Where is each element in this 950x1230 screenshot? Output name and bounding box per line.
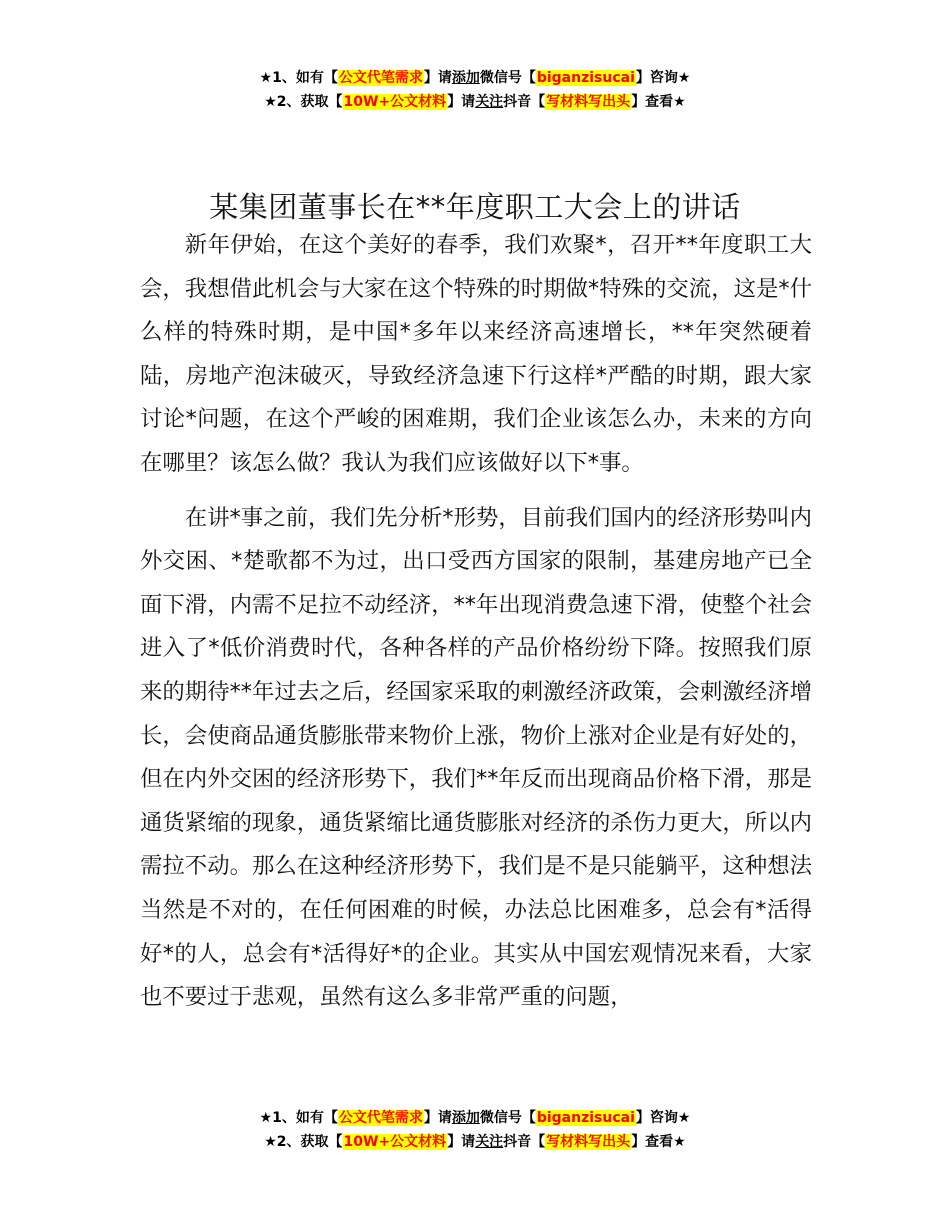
banner-text: 】咨询★ xyxy=(635,70,691,86)
banner-text: 】查看★ xyxy=(631,1134,686,1150)
banner-text: 】咨询★ xyxy=(635,1110,691,1126)
banner-line-1 xyxy=(0,1106,950,1130)
banner-text: 】请 xyxy=(423,1110,452,1126)
banner-highlight: biganzisucai xyxy=(536,70,635,86)
banner-underlined-text: 关注 xyxy=(475,1134,504,1150)
body-paragraph: 在讲*事之前，我们先分析*形势，目前我们国内的经济形势叫内外交困、*楚歌都不为过，出口受西方国家的限制，基建房地产已全面下滑，内需不足拉不动经济，**年出现消费急速下滑，使整个社会进入了*低价消费时代，各种各样的产品价格纷纷下降。按照我们原来的期待**年过去之后，经国家采取的刺激经济政策，会刺激经济增长，会使商品通货膨胀带来物价上涨，物价上涨对企业是有好处的，但在内外交困的经济形势下，我们**年反而出现商品价格下滑，那是通货紧缩的现象，通货紧缩比通货膨胀对经济的杀伤力更大，所以内需拉不动。那么在这种经济形势下，我们是不是只能躺平，这种想法当然是不对的，在任何困难的时候，办法总比困难多，总会有*活得好*的人，总会有*活得好*的企业。其实从中国宏观情况来看，大家也不要过于悲观，虽然有这么多非常严重的问题， xyxy=(140,504,812,1011)
body-paragraph: 新年伊始，在这个美好的春季，我们欢聚*，召开**年度职工大会，我想借此机会与大家在这个特殊的时期做*特殊的交流，这是*什么样的特殊时期，是中国*多年以来经济高速增长，**年突然硬着陆，房地产泡沫破灭，导致经济急速下行这样*严酷的时期，跟大家讨论*问题，在这个严峻的困难期，我们企业该怎么办，未来的方向在哪里？该怎么做？我认为我们应该做好以下*事。 xyxy=(140,232,812,476)
banner-highlight: 写材料写出头 xyxy=(546,1134,631,1150)
banner-highlight: 10W+公文材料 xyxy=(343,1134,447,1150)
document-title: 某集团董事长在**年度职工大会上的讲话 xyxy=(209,190,741,225)
banner-underlined-text: 添加 xyxy=(451,1110,480,1126)
banner-underlined-text: 关注 xyxy=(475,94,504,110)
banner-line-2 xyxy=(0,1130,950,1154)
banner-text: 】请 xyxy=(423,70,452,86)
banner-text: ★2、获取【 xyxy=(264,1134,343,1150)
banner-highlight: 写材料写出头 xyxy=(546,94,631,110)
banner-highlight: 公文代笔需求 xyxy=(338,70,423,86)
banner-text: 抖音【 xyxy=(503,1134,546,1150)
banner-line-2 xyxy=(0,90,950,114)
footer-banner xyxy=(0,1106,950,1154)
banner-text: 】请 xyxy=(447,1134,476,1150)
banner-highlight: 公文代笔需求 xyxy=(338,1110,423,1126)
document-body xyxy=(140,224,812,1031)
header-banner xyxy=(0,66,950,114)
banner-text: ★1、如有【 xyxy=(259,70,338,86)
banner-text: 抖音【 xyxy=(503,94,546,110)
banner-text: 】查看★ xyxy=(631,94,686,110)
banner-text: 】请 xyxy=(447,94,476,110)
banner-text: 微信号【 xyxy=(479,1110,536,1126)
banner-underlined-text: 添加 xyxy=(451,70,480,86)
banner-highlight: biganzisucai xyxy=(536,1110,635,1126)
banner-highlight: 10W+公文材料 xyxy=(343,94,447,110)
banner-text: ★1、如有【 xyxy=(259,1110,338,1126)
banner-text: ★2、获取【 xyxy=(264,94,343,110)
banner-text: 微信号【 xyxy=(479,70,536,86)
banner-line-1 xyxy=(0,66,950,90)
